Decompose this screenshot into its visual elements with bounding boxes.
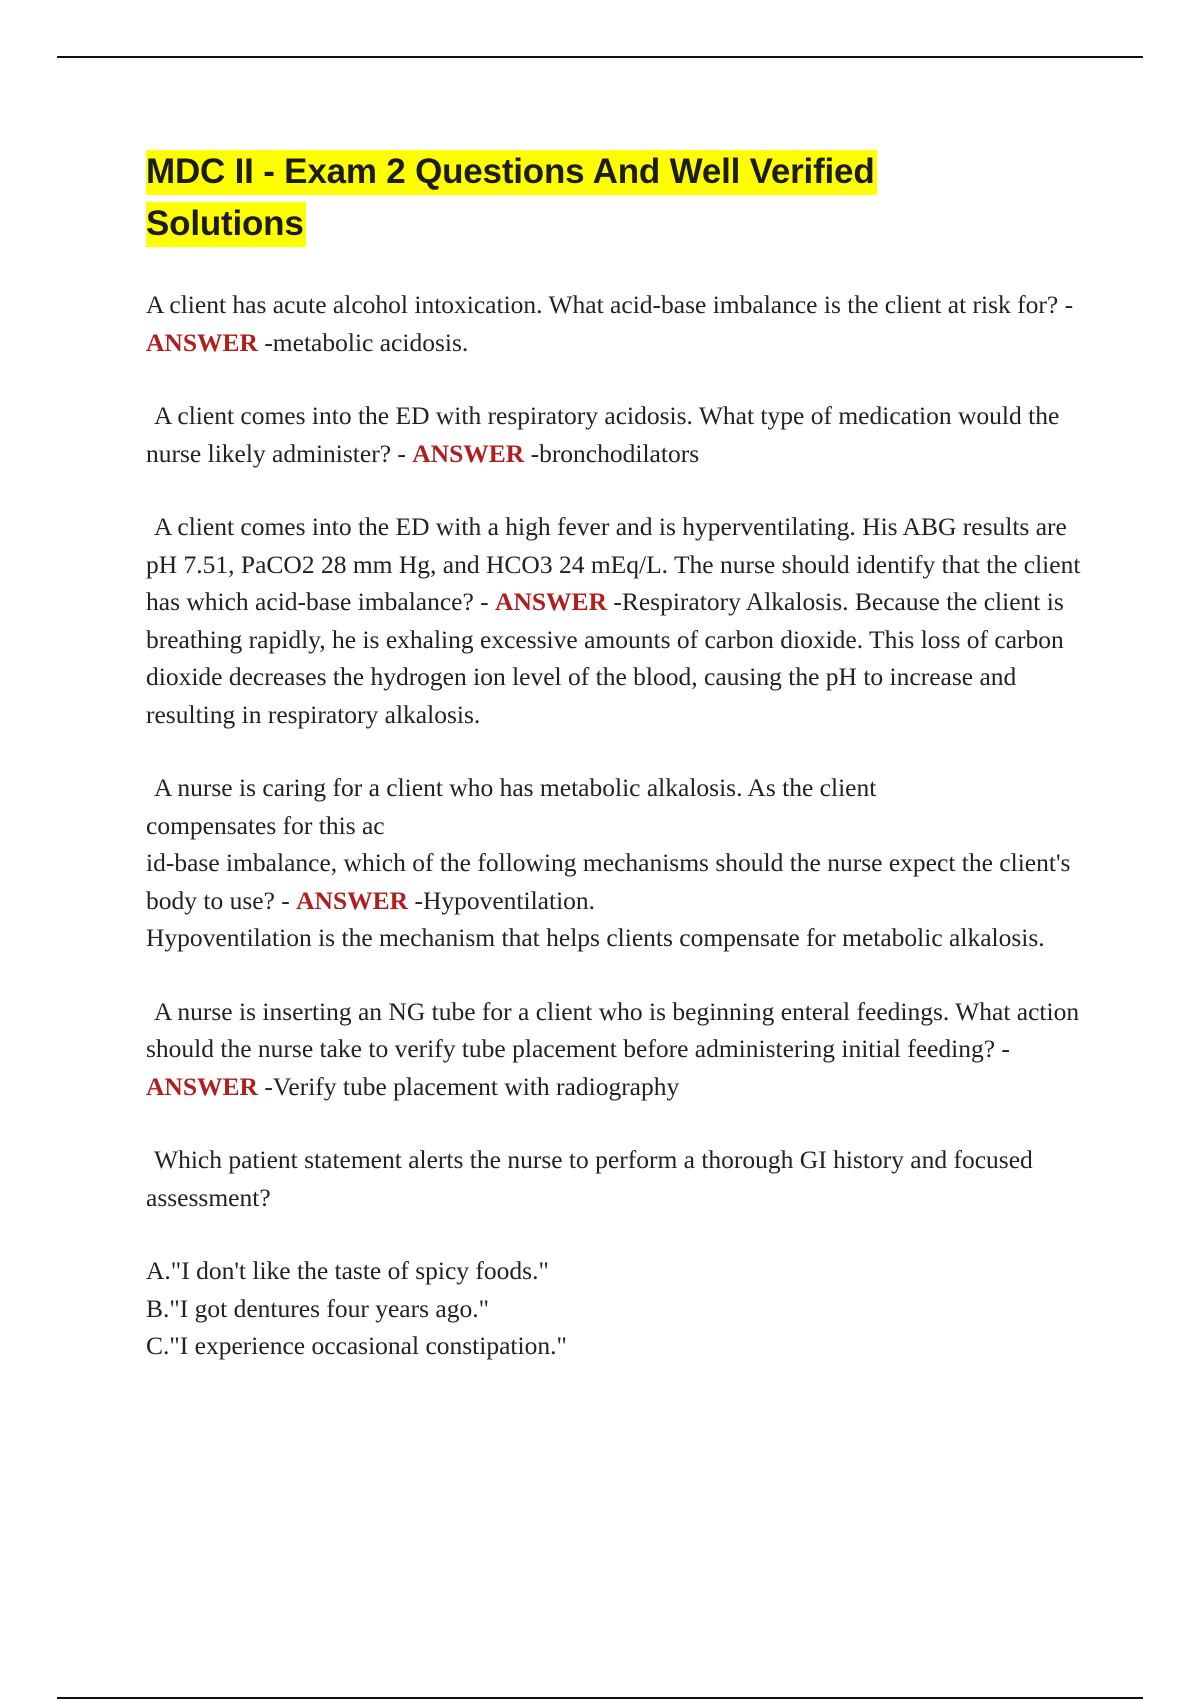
final-question (146, 1141, 1091, 1216)
answer-label: ANSWER (495, 587, 607, 616)
question-text: A client has acute alcohol intoxication. What acid-base imbalance is the client at risk for? - (146, 290, 1074, 319)
answer-label: ANSWER (412, 438, 525, 468)
question-line-3: id-base imbalance, which of the following mechanisms should the nurse expect the client's body to use? - (146, 848, 1071, 915)
qa-item-2 (146, 397, 1091, 472)
document-body (146, 146, 1091, 1401)
option-a: A."I don't like the taste of spicy foods." (146, 1256, 549, 1285)
document-title (146, 146, 1091, 250)
title-line-1: MDC II - Exam 2 Questions And Well Verified (146, 150, 877, 195)
option-c: C."I experience occasional constipation." (146, 1331, 567, 1360)
answer-label: ANSWER (146, 1071, 258, 1101)
question-text: A client comes into the ED with respiratory acidosis. What type of medication would the nurse likely administer? - (146, 401, 1060, 468)
top-rule (57, 56, 1143, 58)
qa-item-1 (146, 286, 1091, 361)
question-text: A nurse is inserting an NG tube for a client who is beginning enteral feedings. What action should the nurse take to verify tube placement before administering initial feeding? - (146, 996, 1080, 1063)
question-text: A client comes into the ED with a high fever and is hyperventilating. His ABG results are pH 7.51, PaCO2 28 mm Hg, and HCO3 24 mEq/L. The nurse should identify that the client has which acid-base imbalance? - (146, 512, 1081, 616)
answer-text: -Hypoventilation. (408, 885, 596, 915)
bottom-rule (57, 1697, 1143, 1699)
answer-explanation: Hypoventilation is the mechanism that helps clients compensate for metabolic alkalosis. (146, 923, 1045, 952)
qa-item-4 (146, 769, 1091, 957)
answer-label: ANSWER (146, 327, 258, 357)
qa-item-3 (146, 508, 1091, 733)
title-line-2: Solutions (146, 202, 306, 247)
answer-text: -bronchodilators (524, 438, 700, 468)
question-text: Which patient statement alerts the nurse to perform a thorough GI history and focused assessment? (146, 1145, 1033, 1212)
answer-text: -Verify tube placement with radiography (257, 1071, 680, 1101)
answer-label: ANSWER (296, 885, 409, 915)
question-line-2: compensates for this ac (146, 810, 385, 840)
answer-text: -metabolic acidosis. (257, 327, 469, 357)
qa-item-5 (146, 993, 1091, 1106)
answer-options (146, 1252, 1091, 1365)
answer-text: -Respiratory Alkalosis. Because the client is breathing rapidly, he is exhaling excessive amounts of carbon dioxide. This loss of carbon dioxide decreases the hydrogen ion level of the blood, causing the pH to increase and resulting in respiratory alkalosis. (146, 587, 1064, 729)
question-line-1: A nurse is caring for a client who has metabolic alkalosis. As the client (154, 773, 877, 802)
option-b: B."I got dentures four years ago." (146, 1293, 490, 1323)
